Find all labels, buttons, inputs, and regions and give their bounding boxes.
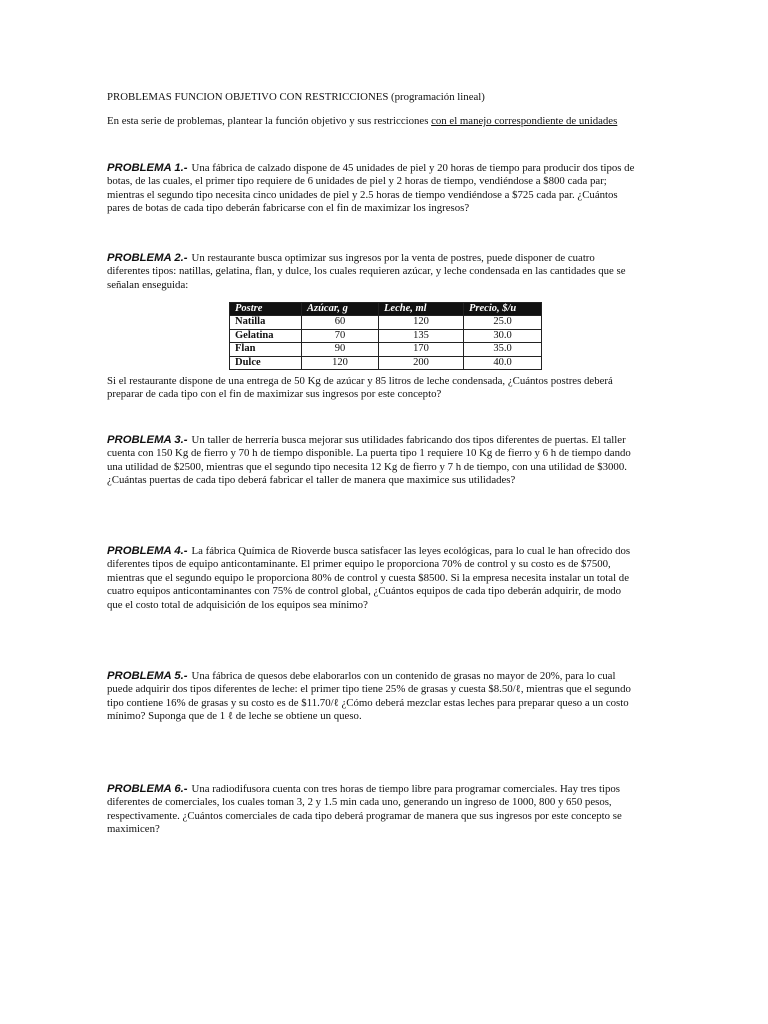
table-cell: 90 <box>302 343 379 356</box>
table-header-cell: Azúcar, g <box>302 303 379 316</box>
intro-text <box>107 115 707 128</box>
problem-3-line-1: Un taller de herrería busca mejorar sus utilidades fabricando dos tipos diferentes de puertas. El taller <box>191 434 626 446</box>
problem-2-line-2: diferentes tipos: natillas, gelatina, flan, y dulce, los cuales requieren azúcar, y leche condensada en las cantidades que se <box>107 265 626 278</box>
problem-5 <box>107 670 663 724</box>
problem-4-label: PROBLEMA 4.- <box>107 545 188 557</box>
problem-1-line-4: pares de botas de cada tipo deberán fabricarse con el fin de maximizar los ingresos? <box>107 202 470 215</box>
table-cell: 70 <box>302 329 379 342</box>
problem-2-after-line-2: preparar de cada tipo con el fin de maximizar sus ingresos por este concepto? <box>107 388 442 401</box>
table-row <box>230 343 542 356</box>
table-header-cell: Leche, ml <box>379 303 464 316</box>
table-cell: 35.0 <box>464 343 542 356</box>
intro-underlined: con el manejo correspondiente de unidades <box>431 115 618 127</box>
problem-1-line-1: Una fábrica de calzado dispone de 45 unidades de piel y 20 horas de tiempo para producir dos tipos de <box>191 162 635 174</box>
problem-2-label: PROBLEMA 2.- <box>107 252 188 264</box>
problem-5-line-1: Una fábrica de quesos debe elaborarlos con un contenido de grasas no mayor de 20%, para lo cual <box>191 670 616 682</box>
problem-1-label: PROBLEMA 1.- <box>107 162 188 174</box>
problem-2-after-line-1: Si el restaurante dispone de una entrega de 50 Kg de azúcar y 85 litros de leche condensada, ¿Cuántos postres deberá <box>107 375 613 387</box>
problem-3-line-4: ¿Cuántas puertas de cada tipo deberá fabricar el taller de manera que maximice sus utilidades? <box>107 474 516 487</box>
table-row <box>230 329 542 342</box>
table-cell: 120 <box>379 316 464 329</box>
table-cell: 40.0 <box>464 356 542 369</box>
document-heading: PROBLEMAS FUNCION OBJETIVO CON RESTRICCIONES (programación lineal) <box>107 91 485 103</box>
problem-3-line-2: cuenta con 150 Kg de fierro y 70 h de tiempo disponible. La puerta tipo 1 requiere 10 Kg de fierro y 6 h de tiempo dando <box>107 447 631 460</box>
table-cell: Natilla <box>230 316 302 329</box>
problem-6-line-4: maximicen? <box>107 823 160 836</box>
table-header-cell: Postre <box>230 303 302 316</box>
problem-6 <box>107 783 663 837</box>
table-cell: 135 <box>379 329 464 342</box>
table-cell: 25.0 <box>464 316 542 329</box>
problem-1-line-2: botas, de las cuales, el primer tipo requiere de 6 unidades de piel y 2 horas de tiempo, vendiéndose a $800 cada par; <box>107 175 607 188</box>
table-cell: 200 <box>379 356 464 369</box>
problem-5-line-2: puede adquirir dos tipos diferentes de leche: el primer tipo tiene 25% de grasas y cuesta $8.50/ℓ, mientras que el segundo <box>107 683 631 696</box>
table-cell: 120 <box>302 356 379 369</box>
problem-1 <box>107 162 663 216</box>
problem-4-line-5: que el costo total de adquisición de los equipos sea mínimo? <box>107 598 368 611</box>
intro-plain: En esta serie de problemas, plantear la función objetivo y sus restricciones <box>107 115 432 127</box>
table-cell: 60 <box>302 316 379 329</box>
problem-4-line-4: cuatro equipos anticontaminantes con 75% de control global, ¿Cuántos equipos de cada tipo deberán adquirir, de modo <box>107 585 622 598</box>
table-cell: Flan <box>230 343 302 356</box>
table-cell: 170 <box>379 343 464 356</box>
problem-1-line-3: mientras el segundo tipo necesita cinco unidades de piel y 2.5 horas de tiempo vendiéndose a $725 cada par. ¿Cuántos <box>107 188 618 201</box>
table-cell: 30.0 <box>464 329 542 342</box>
desserts-table <box>229 302 542 370</box>
problem-2 <box>107 252 663 292</box>
problem-2-line-3: señalan enseguida: <box>107 278 189 291</box>
table-header-cell: Precio, $/u <box>464 303 542 316</box>
table-header-row <box>230 303 542 316</box>
table-row <box>230 356 542 369</box>
problem-4-line-1: La fábrica Química de Rioverde busca satisfacer las leyes ecológicas, para lo cual le han ofrecido dos <box>191 545 631 557</box>
problem-6-line-2: diferentes de comerciales, los cuales toman 3, 2 y 1.5 min cada uno, generando un ingreso de 1000, 800 y 650 pesos, <box>107 796 612 809</box>
table-cell: Dulce <box>230 356 302 369</box>
problem-5-line-3: tipo contiene 16% de grasas y su costo es de $11.70/ℓ ¿Cómo deberá mezclar estas leches para preparar queso a un costo <box>107 696 629 709</box>
table-row <box>230 316 542 329</box>
problem-4-line-2: diferentes tipos de equipo anticontaminante. El primer equipo le proporciona 70% de control y su costo es de $7500, <box>107 558 611 571</box>
problem-5-line-4: mínimo? Suponga que de 1 ℓ de leche se obtiene un queso. <box>107 710 362 723</box>
problem-3-line-3: una utilidad de $2500, mientras que el segundo tipo necesita 12 Kg de fierro y 7 h de tiempo, con una utilidad de $3000. <box>107 460 627 473</box>
problem-6-line-1: Una radiodifusora cuenta con tres horas de tiempo libre para programar comerciales. Hay tres tipos <box>191 783 620 795</box>
problem-2-line-1: Un restaurante busca optimizar sus ingresos por la venta de postres, puede disponer de cuatro <box>191 252 595 264</box>
problem-3-label: PROBLEMA 3.- <box>107 434 188 446</box>
problem-3 <box>107 434 663 488</box>
problem-6-label: PROBLEMA 6.- <box>107 783 188 795</box>
problem-6-line-3: respectivamente. ¿Cuántos comerciales de cada tipo deberá programar de manera que sus ingresos por este concepto se <box>107 809 622 822</box>
table-cell: Gelatina <box>230 329 302 342</box>
problem-2-continuation <box>107 375 663 402</box>
problem-5-label: PROBLEMA 5.- <box>107 670 188 682</box>
problem-4-line-3: mientras que el segundo equipo le proporciona 80% de control y cuesta $8500. Si la empresa necesita instalar un total de <box>107 571 629 584</box>
problem-4 <box>107 545 663 612</box>
